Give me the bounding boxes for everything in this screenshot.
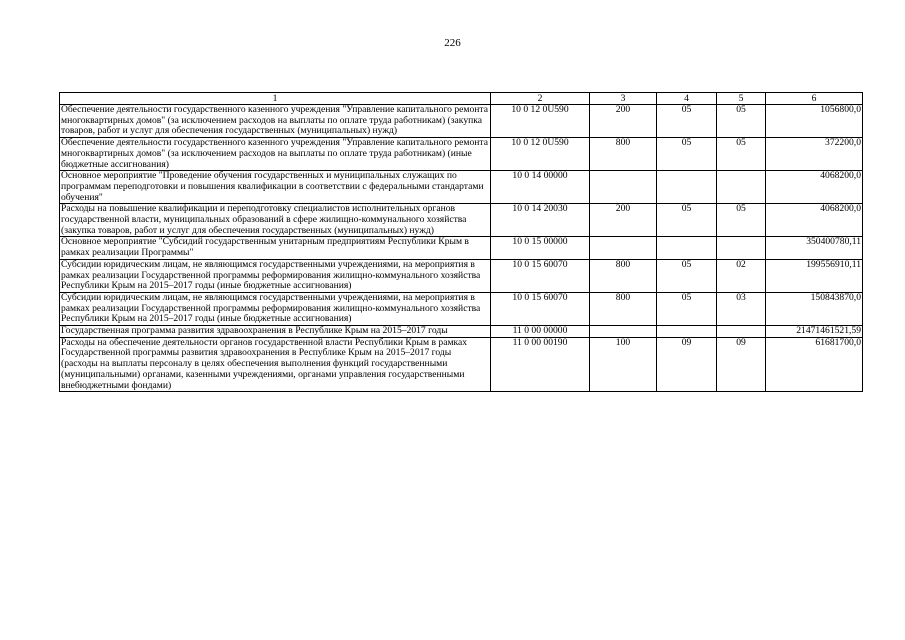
column-header-2: 2 [491, 93, 590, 105]
table-row [60, 337, 863, 392]
row-subsection: 02 [717, 259, 766, 292]
row-name: Государственная программа развития здравоохранения в Республике Крым на 2015–2017 годы [60, 326, 491, 338]
row-subsection [717, 326, 766, 338]
row-name: Обеспечение деятельности государственного казенного учреждения "Управление капитального ремонта многоквартирных домов" (за исключением расходов на выплаты по оплате труда работникам) (иные бюджетные ассигнования) [60, 138, 491, 171]
row-section [657, 326, 717, 338]
row-expense-type: 800 [590, 259, 657, 292]
row-expense-type: 200 [590, 204, 657, 237]
table-row [60, 237, 863, 259]
row-subsection: 05 [717, 204, 766, 237]
column-header-3: 3 [590, 93, 657, 105]
row-expense-type: 100 [590, 337, 657, 392]
row-expense-type [590, 237, 657, 259]
row-target-code: 10 0 12 0U590 [491, 138, 590, 171]
row-amount: 4068200,0 [766, 171, 863, 204]
row-name: Основное мероприятие "Субсидий государственным унитарным предприятиям Республики Крым в рамках реализации Программы" [60, 237, 491, 259]
row-expense-type: 800 [590, 292, 657, 325]
row-section [657, 171, 717, 204]
row-target-code: 10 0 12 0U590 [491, 105, 590, 138]
row-target-code: 11 0 00 00000 [491, 326, 590, 338]
row-subsection [717, 237, 766, 259]
row-expense-type [590, 171, 657, 204]
row-subsection [717, 171, 766, 204]
table-row [60, 204, 863, 237]
row-name: Расходы на повышение квалификации и переподготовку специалистов исполнительных органов государственной власти, муниципальных образований в сфере жилищно-коммунального хозяйства (закупка товаров, работ и услуг для обеспечения государственных (муниципальных) нужд) [60, 204, 491, 237]
row-name: Субсидии юридическим лицам, не являющимся государственными учреждениями, на мероприятия в рамках реализации Государственной программы реформирования жилищно-коммунального хозяйства Республики Крым на 2015–2017 годы (иные бюджетные ассигнования) [60, 259, 491, 292]
row-section: 09 [657, 337, 717, 392]
column-header-5: 5 [717, 93, 766, 105]
row-target-code: 10 0 15 60070 [491, 259, 590, 292]
row-section: 05 [657, 105, 717, 138]
table-row [60, 105, 863, 138]
row-name: Расходы на обеспечение деятельности органов государственной власти Республики Крым в рамках Государственной программы развития здравоохранения в Республике Крым на 2015–2017 годы (расходы на выплаты персоналу в целях обеспечения выполнения функций государственными (муниципальными) органами, казенными учреждениями, органами управления государственными внебюджетными фондами) [60, 337, 491, 392]
table-row [60, 326, 863, 338]
row-name: Обеспечение деятельности государственного казенного учреждения "Управление капитального ремонта многоквартирных домов" (за исключением расходов на выплаты по оплате труда работникам) (закупка товаров, работ и услуг для обеспечения государственных (муниципальных) нужд) [60, 105, 491, 138]
row-section [657, 237, 717, 259]
row-subsection: 03 [717, 292, 766, 325]
table-row [60, 171, 863, 204]
column-header-4: 4 [657, 93, 717, 105]
row-target-code: 10 0 14 00000 [491, 171, 590, 204]
row-target-code: 10 0 15 00000 [491, 237, 590, 259]
row-amount: 150843870,0 [766, 292, 863, 325]
row-target-code: 10 0 14 20030 [491, 204, 590, 237]
row-target-code: 11 0 00 00190 [491, 337, 590, 392]
table-header-row [60, 93, 863, 105]
table-row [60, 259, 863, 292]
row-name: Основное мероприятие "Проведение обучения государственных и муниципальных служащих по программам переподготовки и повышения квалификации в соответствии с федеральными стандартами обучения" [60, 171, 491, 204]
row-section: 05 [657, 259, 717, 292]
row-amount: 199556910,11 [766, 259, 863, 292]
row-section: 05 [657, 204, 717, 237]
row-section: 05 [657, 292, 717, 325]
row-subsection: 05 [717, 138, 766, 171]
table-row [60, 138, 863, 171]
row-expense-type: 800 [590, 138, 657, 171]
row-amount: 1056800,0 [766, 105, 863, 138]
row-amount: 61681700,0 [766, 337, 863, 392]
row-subsection: 09 [717, 337, 766, 392]
row-section: 05 [657, 138, 717, 171]
row-expense-type: 200 [590, 105, 657, 138]
row-amount: 21471461521,59 [766, 326, 863, 338]
column-header-6: 6 [766, 93, 863, 105]
column-header-1: 1 [60, 93, 491, 105]
row-amount: 372200,0 [766, 138, 863, 171]
row-amount: 4068200,0 [766, 204, 863, 237]
page-number: 226 [444, 37, 461, 49]
row-name: Субсидии юридическим лицам, не являющимся государственными учреждениями, на мероприятия в рамках реализации Государственной программы реформирования жилищно-коммунального хозяйства Республики Крым на 2015–2017 годы (иные бюджетные ассигнования) [60, 292, 491, 325]
budget-table [59, 92, 863, 392]
row-target-code: 10 0 15 60070 [491, 292, 590, 325]
table-row [60, 292, 863, 325]
row-subsection: 05 [717, 105, 766, 138]
row-expense-type [590, 326, 657, 338]
row-amount: 350400780,11 [766, 237, 863, 259]
